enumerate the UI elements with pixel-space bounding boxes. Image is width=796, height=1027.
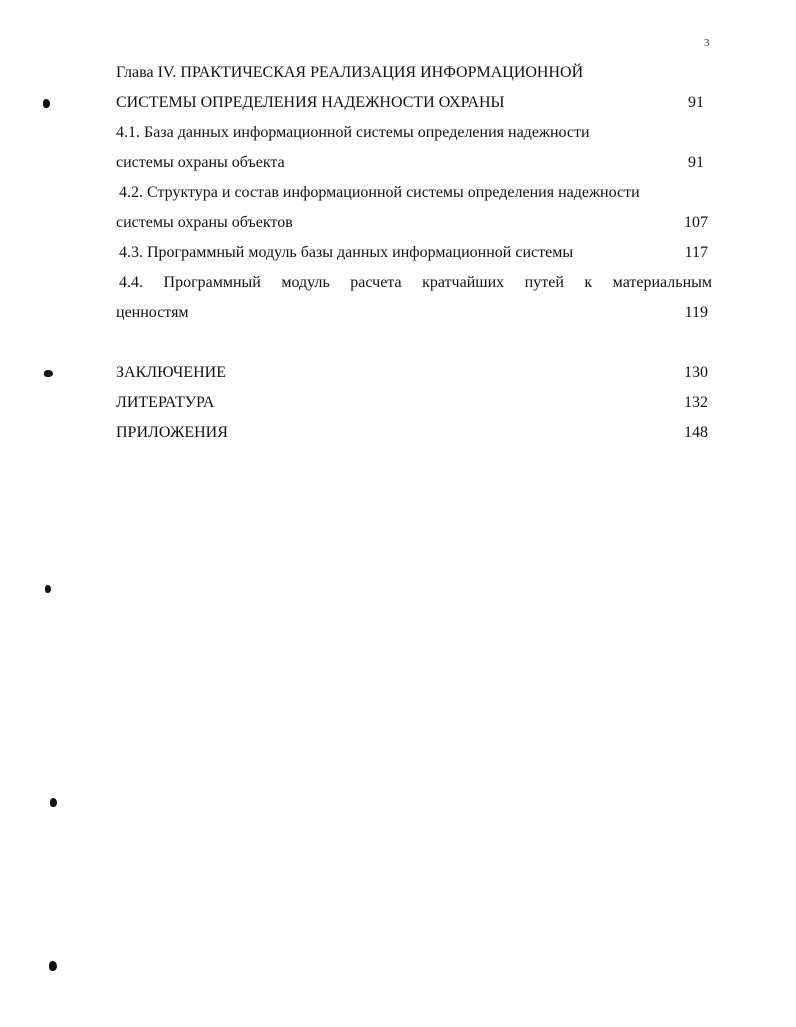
toc-entry-4-1-line-2 xyxy=(116,152,708,174)
toc-entry-4-1-line-1 xyxy=(116,122,708,144)
punch-hole-mark xyxy=(50,798,57,807)
toc-page-number: 148 xyxy=(684,424,708,441)
toc-page-number: 117 xyxy=(684,244,708,261)
toc-entry-4-2-line-1 xyxy=(116,182,708,204)
toc-entry-4-4-line-2 xyxy=(116,302,708,324)
toc-entry-text: СИСТЕМЫ ОПРЕДЕЛЕНИЯ НАДЕЖНОСТИ ОХРАНЫ xyxy=(116,94,505,111)
toc-entry-text: ЛИТЕРАТУРА xyxy=(116,394,215,411)
toc-entry-4-4-line-1 xyxy=(119,272,712,294)
toc-entry-4-2-line-2 xyxy=(116,212,708,234)
toc-page-number: 132 xyxy=(684,394,708,411)
punch-hole-mark xyxy=(44,370,53,377)
toc-entry-text: ценностям xyxy=(116,304,189,321)
toc-page-number: 107 xyxy=(684,214,708,231)
toc-entry-appendices xyxy=(116,422,708,444)
punch-hole-mark xyxy=(43,99,50,108)
toc-entry-chapter-4-line-2 xyxy=(116,92,708,114)
toc-entry-text: 4.2. Структура и состав информационной системы определения надежности xyxy=(119,184,640,201)
toc-entry-text: системы охраны объектов xyxy=(116,214,293,231)
toc-entry-text: ЗАКЛЮЧЕНИЕ xyxy=(116,364,226,381)
toc-entry-conclusion xyxy=(116,362,708,384)
toc-page-number: 119 xyxy=(684,304,708,321)
toc-entry-text: ПРИЛОЖЕНИЯ xyxy=(116,424,228,441)
toc-entry-text: системы охраны объекта xyxy=(116,154,285,171)
toc-entry-text: 4.1. База данных информационной системы определения надежности xyxy=(116,124,590,141)
toc-page-number: 91 xyxy=(688,94,704,111)
toc-entry-literature xyxy=(116,392,708,414)
page-number: 3 xyxy=(704,37,710,49)
toc-entry-text: 4.3. Программный модуль базы данных информационной системы xyxy=(119,244,574,261)
punch-hole-mark xyxy=(49,961,57,971)
toc-entry-4-3 xyxy=(116,242,708,264)
punch-hole-mark xyxy=(45,585,51,593)
toc-page-number: 130 xyxy=(684,364,708,381)
toc-page-number: 91 xyxy=(688,154,704,171)
toc-entry-chapter-4-line-1 xyxy=(116,62,708,84)
toc-entry-text: 4.4. Программный модуль расчета кратчайших путей к материальным xyxy=(119,274,712,291)
toc-entry-text: Глава IV. ПРАКТИЧЕСКАЯ РЕАЛИЗАЦИЯ ИНФОРМАЦИОННОЙ xyxy=(116,64,584,81)
